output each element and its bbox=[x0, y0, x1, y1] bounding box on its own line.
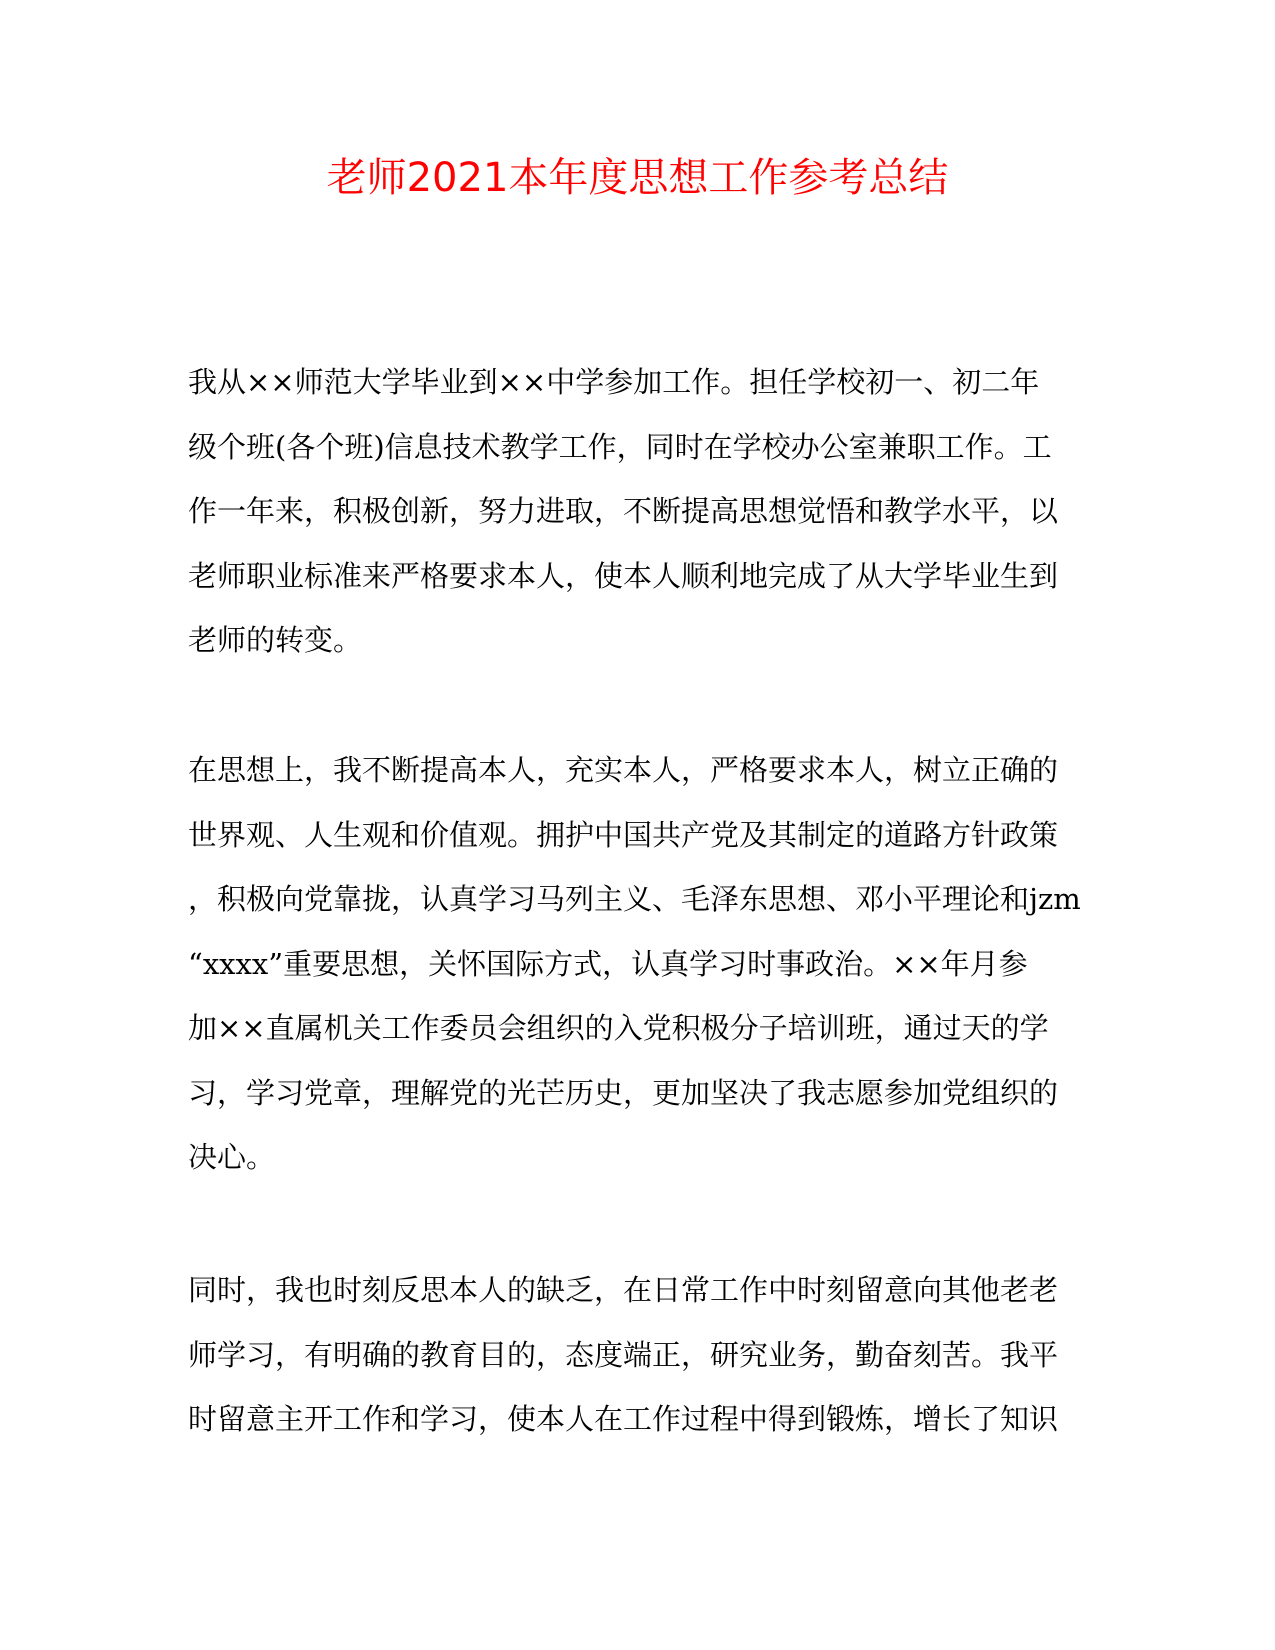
paragraph-line: 时留意主开工作和学习，使本人在工作过程中得到锻炼，增长了知识 bbox=[188, 1402, 1059, 1436]
paragraph-line: 作一年来，积极创新，努力进取，不断提高思想觉悟和教学水平，以 bbox=[188, 494, 1059, 528]
paragraph-line: 加××直属机关工作委员会组织的入党积极分子培训班，通过天的学 bbox=[188, 1011, 1049, 1045]
paragraph-line: 级个班(各个班)信息技术教学工作，同时在学校办公室兼职工作。工 bbox=[188, 429, 1052, 464]
paragraph-line: 我从××师范大学毕业到××中学参加工作。担任学校初一、初二年 bbox=[188, 365, 1040, 399]
paragraph-line: “xxxx”重要思想，关怀国际方式，认真学习时事政治。××年月参 bbox=[188, 946, 1028, 981]
paragraph-line: 习，学习党章，理解党的光芒历史，更加坚决了我志愿参加党组织的 bbox=[188, 1075, 1059, 1110]
paragraph-1 bbox=[188, 350, 1068, 673]
paragraph-line: 世界观、人生观和价值观。拥护中国共产党及其制定的道路方针政策 bbox=[188, 817, 1059, 852]
document-title: 老师2021本年度思想工作参考总结 bbox=[326, 155, 949, 201]
paragraph-line: 老师职业标准来严格要求本人，使本人顺利地完成了从大学毕业生到 bbox=[188, 558, 1059, 593]
paragraph-2 bbox=[188, 738, 1081, 1190]
paragraph-line: 在思想上，我不断提高本人，充实本人，严格要求本人，树立正确的 bbox=[188, 753, 1059, 787]
paragraph-line: ，积极向党靠拢，认真学习马列主义、毛泽东思想、邓小平理论和jzm bbox=[188, 882, 1081, 916]
paragraph-3 bbox=[188, 1258, 1068, 1452]
paragraph-line: 同时，我也时刻反思本人的缺乏，在日常工作中时刻留意向其他老老 bbox=[188, 1273, 1059, 1307]
paragraph-line: 师学习，有明确的教育目的，态度端正，研究业务，勤奋刻苦。我平 bbox=[188, 1337, 1059, 1372]
paragraph-line: 老师的转变。 bbox=[188, 623, 363, 657]
paragraph-line: 决心。 bbox=[188, 1140, 276, 1174]
